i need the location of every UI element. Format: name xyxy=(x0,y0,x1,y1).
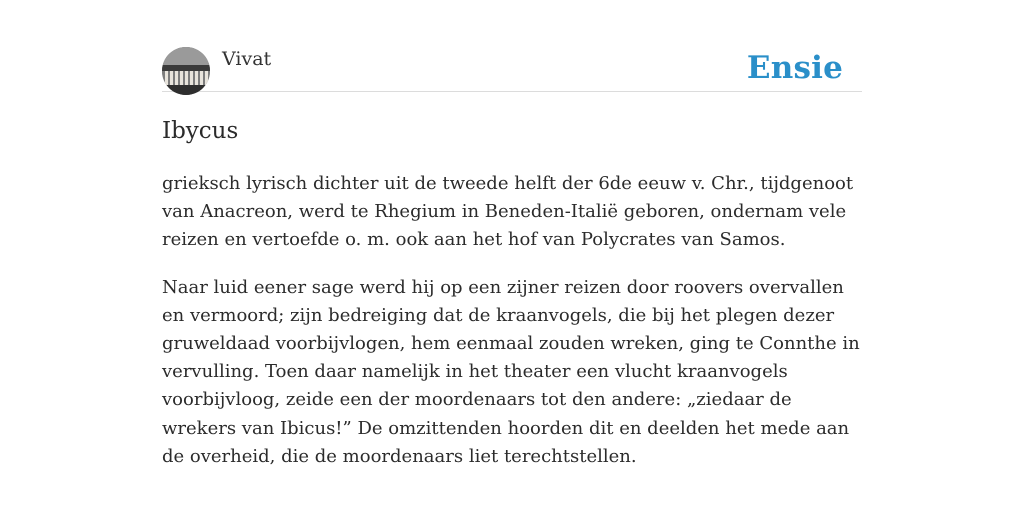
avatar[interactable] xyxy=(162,47,210,95)
avatar-image xyxy=(162,47,210,95)
page-container xyxy=(162,46,862,471)
header xyxy=(162,46,862,92)
article-title: Ibycus xyxy=(162,118,239,144)
brand-logo[interactable]: Ensie xyxy=(746,50,843,86)
article-paragraph: Naar luid eener sage werd hij op een zijner reizen door roovers overvallen en vermoord; zijn bedreiging dat de kraanvogels, die bij het plegen dezer gruweldaad voorbijvlogen, hem eenmaal zouden wreken, ging te Connthe in vervulling. Toen daar namelijk in het theater een vlucht kraanvogels voorbijvloog, zeide een der moordenaars tot den andere: „ziedaar de wrekers van Ibicus!” De omzittenden hoorden dit en deelden het mede aan de overheid, die de moordenaars liet terechtstellen. xyxy=(162,276,860,467)
article-paragraph: grieksch lyrisch dichter uit de tweede helft der 6de eeuw v. Chr., tijdgenoot van Anacreon, werd te Rhegium in Beneden-Italië geboren, ondernam vele reizen en vertoefde o. m. ook aan het hof van Polycrates van Samos. xyxy=(162,173,854,251)
author-name[interactable]: Vivat xyxy=(222,48,272,70)
